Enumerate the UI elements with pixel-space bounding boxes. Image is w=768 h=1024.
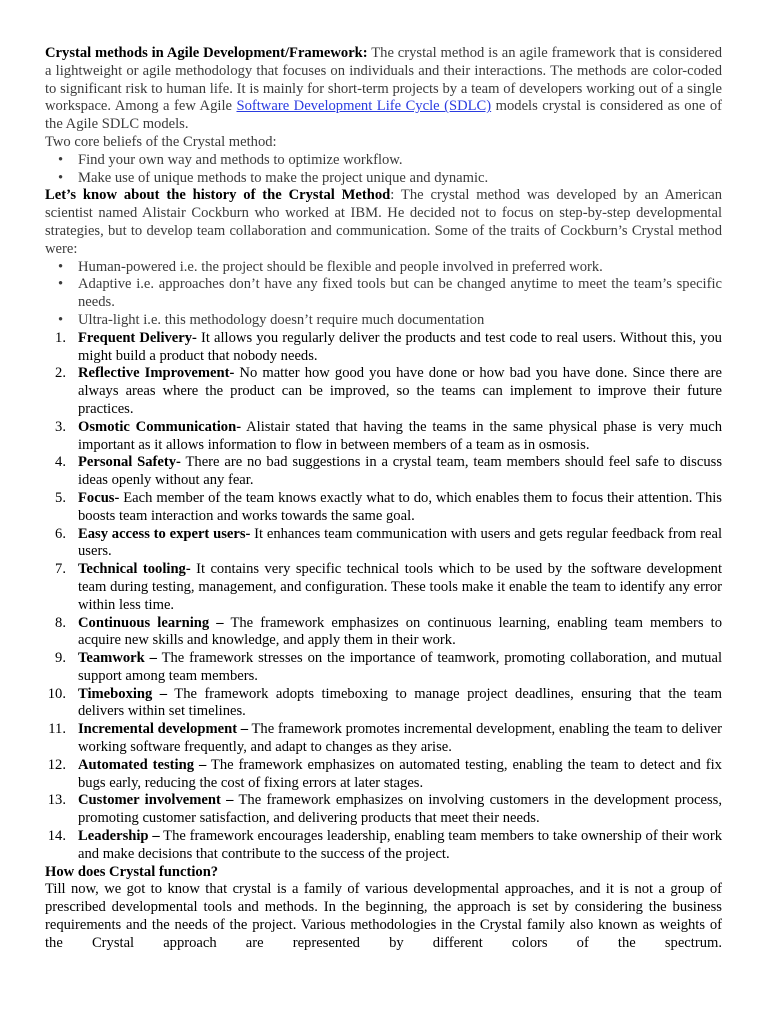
function-paragraph: Till now, we got to know that crystal is a family of various developmental approaches, and it is not a group of prescribed developmental tools and methods. In the beginning, the approach is set by considering the business requirements and the needs of the project. Various methodologies in the Crystal family also known as weights of the Crystal approach are represented by different colors of the spectrum. (45, 881, 722, 951)
list-number: 10. (47, 685, 66, 702)
property-text: The framework promotes incremental development, enabling the team to deliver working software frequently, and adapt to changes as they arise. (78, 721, 722, 756)
property-title: Osmotic Communication- (78, 418, 242, 435)
list-number: 12. (47, 756, 66, 773)
property-title: Timeboxing – (78, 685, 168, 702)
list-number: 3. (55, 418, 66, 435)
list-number: 6. (55, 525, 66, 542)
property-title: Customer involvement – (78, 792, 234, 809)
list-number: 1. (55, 329, 66, 346)
table-row (45, 757, 722, 793)
table-row (45, 419, 722, 455)
list-number: 7. (55, 561, 66, 578)
beliefs-lead: Two core beliefs of the Crystal method: (45, 133, 277, 150)
table-row (45, 686, 722, 722)
beliefs-list (45, 152, 722, 188)
list-item: • Human-powered i.e. the project should be flexible and people involved in preferred work. (78, 259, 722, 277)
property-text: There are no bad suggestions in a crystal team, team members should feel safe to discuss ideas openly without any fear. (78, 454, 722, 489)
property-title: Teamwork – (78, 650, 157, 667)
history-heading: Let’s know about the history of the Crystal Method (45, 187, 391, 204)
property-title: Technical tooling- (78, 561, 191, 578)
list-number: 11. (48, 721, 66, 738)
intro-paragraph (45, 45, 722, 134)
table-row (45, 615, 722, 651)
list-number: 14. (47, 828, 66, 845)
property-title: Easy access to expert users- (78, 525, 251, 542)
property-text: Alistair stated that having the teams in the same physical phase is very much important as it allows information to flow in between members of a team as in osmosis. (78, 418, 722, 453)
table-row (45, 365, 722, 418)
document-page (45, 45, 722, 953)
property-title: Personal Safety- (78, 454, 181, 471)
sdlc-link[interactable]: Software Development Life Cycle (SDLC) (236, 98, 492, 115)
property-text: The framework emphasizes on continuous learning, enabling team members to acquire new skills and knowledge, and apply them in their work. (78, 614, 722, 649)
list-number: 5. (55, 489, 66, 506)
list-number: 9. (55, 650, 66, 667)
function-heading-text: How does Crystal function? (45, 863, 219, 880)
intro-heading: Crystal methods in Agile Development/Framework: (45, 45, 368, 61)
property-text: It contains very specific technical tools which to be used by the software development team during testing, management, and configuration. These tools make it enable the team to identify any error within less time. (78, 561, 722, 613)
table-row (45, 650, 722, 686)
property-text: It allows you regularly deliver the products and test code to real users. Without this, you might build a product that nobody needs. (78, 329, 722, 364)
table-row (45, 526, 722, 562)
intro-text-end: models crystal is considered as one of the Agile SDLC models. (45, 98, 722, 133)
property-title: Reflective Improvement- (78, 365, 235, 382)
table-row (45, 721, 722, 757)
table-row (45, 792, 722, 828)
table-row (45, 330, 722, 366)
traits-list (45, 259, 722, 330)
property-title: Frequent Delivery- (78, 329, 197, 346)
intro-text: The crystal method is an agile framework that is considered a lightweight or agile methodology that focuses on individuals and their interactions. The methods are color-coded to significant risk to human life. It is mainly for short-term projects by a team of developers working out of a single workspace. Among a few Agile (45, 45, 723, 115)
property-title: Incremental development – (78, 721, 249, 738)
history-text: : The crystal method was developed by an American scientist named Alistair Cockburn who worked at IBM. He decided not to focus on step-by-step developmental strategies, but to develop team collaboration and communication. Some of the traits of Cockburn’s Crystal method were: (45, 187, 722, 257)
property-title: Automated testing – (78, 756, 207, 773)
property-text: It enhances team communication with users and gets regular feedback from real users. (78, 525, 723, 560)
list-number: 13. (47, 792, 66, 809)
property-title: Leadership – (78, 828, 160, 845)
function-heading (45, 864, 722, 882)
property-text: No matter how good you have done or how bad you have done. Since there are always areas where the product can be improved, so the teams can implement to improve their future practices. (78, 365, 722, 417)
list-item: • Ultra-light i.e. this methodology doesn’t require much documentation (78, 312, 722, 330)
list-number: 8. (55, 614, 66, 631)
property-text: The framework adopts timeboxing to manage project deadlines, ensuring that the team delivers within set timelines. (78, 685, 722, 720)
table-row (45, 490, 722, 526)
property-text: The framework stresses on the importance of teamwork, promoting collaboration, and mutual support among team members. (78, 650, 722, 684)
list-item: • Adaptive i.e. approaches don’t have any fixed tools but can be changed anytime to meet the team’s specific needs. (78, 276, 722, 312)
table-row (45, 561, 722, 614)
history-paragraph (45, 187, 722, 258)
table-row (45, 454, 722, 490)
table-row (45, 828, 722, 864)
property-text: The framework emphasizes on involving customers in the development process, promoting customer satisfaction, and delivering products that meet their needs. (78, 792, 722, 827)
property-title: Continuous learning – (78, 614, 224, 631)
list-item: • Find your own way and methods to optimize workflow. (78, 152, 722, 170)
list-item: • Make use of unique methods to make the project unique and dynamic. (78, 170, 722, 188)
properties-list (45, 330, 722, 864)
property-title: Focus- (78, 489, 120, 506)
property-text: The framework emphasizes on automated testing, enabling the team to detect and fix bugs early, reducing the cost of fixing errors at later stages. (78, 756, 722, 791)
property-text: Each member of the team knows exactly what to do, which enables them to focus their attention. This boosts team interaction and works towards the same goal. (78, 489, 722, 524)
property-text: The framework encourages leadership, enabling team members to take ownership of their work and make decisions that contribute to the success of the project. (78, 828, 722, 862)
list-number: 4. (55, 454, 66, 471)
list-number: 2. (55, 365, 66, 382)
